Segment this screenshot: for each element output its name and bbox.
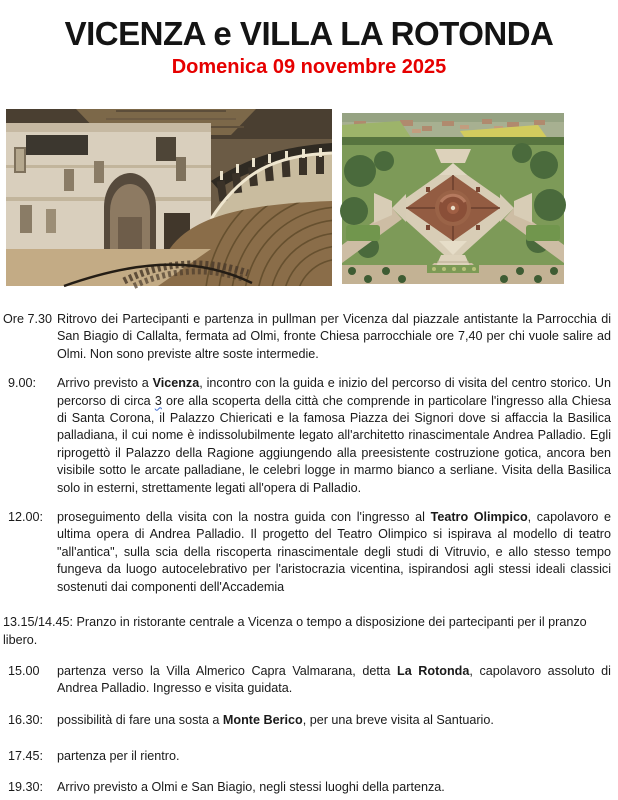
schedule-time: 17.45:	[8, 749, 44, 764]
schedule-time: 15.00	[8, 663, 40, 678]
schedule-entry	[3, 311, 611, 363]
schedule-time: 16.30:	[8, 712, 44, 727]
villa-la-rotonda-photo	[342, 113, 564, 284]
schedule-entry	[3, 712, 611, 729]
schedule-entry	[3, 375, 611, 497]
schedule-entry	[3, 509, 611, 596]
schedule-description: Arrivo previsto a Vicenza, incontro con la guida e inizio del percorso di visita del centro storico. Un percorso di circa 3 ore alla scoperta della città che comprende in particolare l'ingresso alla Chiesa di Santa Corona, il Palazzo Chiericati e la famosa Piazza dei Signori dove si affaccia la Basilica palladiana, il cui nome è indissolubilmente legato all'architetto rinascimentale Andrea Palladio. Egli riprogettò il Palazzo della Ragione aggiungendo alla preesistente costruzione gotica, ancora ben visibile sotto le arcate palladiane, le celebri logge in marmo bianco a serliane. Visita della Basilica solo in esterni, strettamente legati all'opera di Palladio.	[57, 376, 611, 495]
schedule-entry	[3, 748, 611, 765]
schedule-time: 19.30:	[8, 779, 44, 794]
schedule-entry	[3, 663, 611, 698]
schedule-time: 12.00:	[8, 510, 44, 525]
schedule-description: Ritrovo dei Partecipanti e partenza in pullman per Vicenza dal piazzale antistante la Parrocchia di San Biagio di Callalta, fermata ad Olmi, fronte Chiesa parrocchiale ore 7,40 per chi vuole salire ad Olmi. Non sono previste altre soste intermedie.	[57, 312, 611, 361]
page-title: VICENZA e VILLA LA ROTONDA	[64, 15, 554, 52]
schedule	[3, 311, 611, 796]
schedule-description: possibilità di fare una sosta a Monte Berico, per una breve visita al Santuario.	[57, 712, 494, 727]
teatro-olimpico-photo	[6, 109, 332, 286]
schedule-description: Arrivo previsto a Olmi e San Biagio, negli stessi luoghi della partenza.	[57, 779, 445, 794]
schedule-time: Ore 7.30	[3, 312, 53, 326]
page-subtitle: Domenica 09 novembre 2025	[171, 56, 447, 78]
schedule-entry	[3, 614, 611, 649]
schedule-description: partenza per il rientro.	[57, 749, 180, 764]
itinerary-page	[0, 16, 618, 800]
schedule-description: proseguimento della visita con la nostra guida con l'ingresso al Teatro Olimpico, capolavoro e ultima opera di Andrea Palladio. Il progetto del Teatro Olimpico si ispirava al modello di teatro "all'antica", sulla scia della riscoperta rinascimentale degli studi di Vitruvio, e allo stesso tempo fungeva da luogo autocelebrativo per l'aristocrazia vicentina, ispirandosi agli stessi ideali classici sostenuti dai componenti dell'Accademia	[57, 510, 611, 594]
schedule-time: 9.00:	[8, 376, 37, 391]
schedule-time: 13.15/14.45:	[3, 615, 74, 630]
photo-strip	[6, 109, 618, 286]
schedule-description: Pranzo in ristorante centrale a Vicenza o tempo a disposizione dei partecipanti per il pranzo libero.	[3, 615, 587, 647]
schedule-description: partenza verso la Villa Almerico Capra Valmarana, detta La Rotonda, capolavoro assoluto di Andrea Palladio. Ingresso e visita guidata.	[57, 663, 611, 696]
schedule-entry	[3, 779, 611, 796]
